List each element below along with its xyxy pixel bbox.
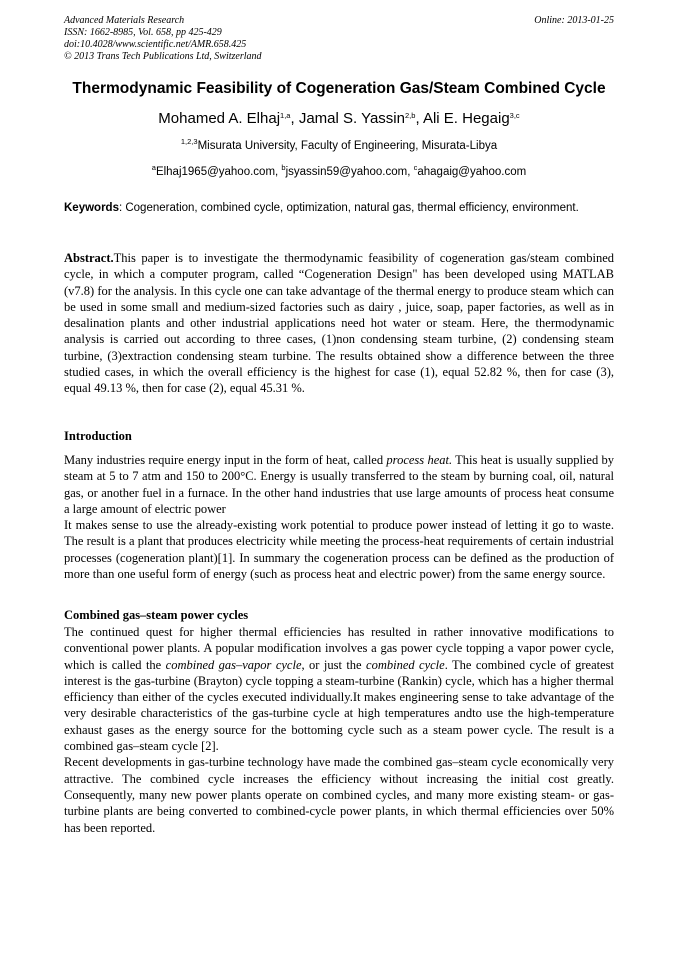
affiliation (64, 137, 614, 152)
email-link: ahagaig@yahoo.com (417, 166, 527, 178)
section-heading-introduction: Introduction (64, 429, 132, 443)
emphasis: process heat. (386, 453, 453, 467)
text-run: This heat is usually supplied by steam at 5 to 7 atm and 150 to 200°C. Energy is usually transferred to the steam by burning coal, oil, natural gas, or another fuel in a furnace. In the other hand industries that use large amounts of process heat consume a large amount of electric power (64, 453, 615, 516)
abstract-text: This paper is to investigate the thermodynamic feasibility of cogeneration gas/steam combined cycle, in which a computer program, called “Cogeneration Design" has been developed using MATLAB (v7.8) for the analysis. In this cycle one can take advantage of the thermal energy to produce steam which can be used in some small and medium-sized factories such as dairy , juice, soap, paper factories, as well as in desalination plants and other industrial applications need hot water or steam. Here, the thermodynamic analysis is carried out according to three cases, (1)non condensing steam turbine, (2) condensing steam turbine, (3)extraction condensing steam turbine. The results obtained show a difference between the three studied cases, in which the overall efficiency is the highest for case (1), equal 52.82 %, then for case (3), equal 49.13 %, then for case (2), equal 45.31 %. (64, 251, 614, 396)
text-run: . The combined cycle of greatest interest is the gas-turbine (Brayton) cycle topping a steam-turbine (Rankin) cycle, which has a higher thermal efficiency than either of the cycles executed individually.It makes engineering sense to take advantage of the very desirable characteristics of the gas-turbine cycle at high temperatures andto use the high-temperature exhaust gases as the energy source for the bottoming cycle such as a steam power cycle. The result is a combined gas–steam cycle [2]. (64, 657, 615, 754)
keywords-text: : Cogeneration, combined cycle, optimization, natural gas, thermal efficiency, environment. (118, 202, 579, 214)
text-run: , or just the (301, 657, 367, 672)
journal-name: Advanced Materials Research (64, 15, 185, 26)
author-sup: 2,b (405, 111, 416, 120)
affiliation-text: Misurata University, Faculty of Engineering, Misurata-Libya (197, 140, 498, 152)
author-emails (64, 163, 614, 178)
paragraph (64, 624, 614, 754)
author-separator: , (415, 110, 423, 127)
emphasis: combined cycle (366, 657, 445, 672)
email-link: Elhaj1965@yahoo.com, (155, 166, 282, 178)
author-separator: , (290, 110, 299, 127)
emphasis: combined gas–vapor cycle (165, 657, 302, 672)
author-name: Mohamed A. Elhaj (158, 110, 281, 127)
text-run: Many industries require energy input in the form of heat, called (64, 453, 387, 467)
introduction-body (64, 452, 614, 582)
paragraph: Recent developments in gas-turbine technology have made the combined gas–steam cycle economically very attractive. The combined cycle increases the efficiency without increasing the initial cost greatly. Consequently, many new power plants operate on combined cycles, and many more existing steam- or gas-turbine plants are being converted to combined-cycle power plants, in which thermal efficiencies over 50% has been reported. (64, 755, 614, 835)
paragraph: It makes sense to use the already-existing work potential to produce power instead of letting it go to waste. The result is a plant that produces electricity while meeting the process-heat requirements of certain industrial processes (cogeneration plant)[1]. In summary the cogeneration process can be defined as the production of more than one useful form of energy (such as process heat and electric power) from the same energy source. (64, 518, 614, 582)
abstract-label: Abstract. (64, 251, 114, 265)
email-sup: b (281, 163, 286, 172)
author-name: Jamal S. Yassin (298, 110, 405, 127)
author-sup: 1,a (280, 111, 291, 120)
keywords-label: Keywords (64, 202, 119, 214)
affiliation-sup: 1,2,3 (180, 137, 198, 146)
online-date: Online: 2013-01-25 (534, 15, 614, 26)
keywords (64, 201, 614, 216)
author-name: Ali E. Hegaig (422, 110, 510, 127)
doi-line: doi:10.4028/www.scientific.net/AMR.658.425 (64, 39, 247, 50)
email-sup: c (413, 163, 418, 172)
section-heading-combined-cycles: Combined gas–steam power cycles (64, 608, 249, 622)
abstract (64, 250, 614, 397)
email-sup: a (151, 163, 156, 172)
copyright-line: © 2013 Trans Tech Publications Ltd, Switzerland (64, 51, 262, 62)
author-sup: 3,c (509, 111, 520, 120)
journal-header (64, 15, 614, 63)
issn-line: ISSN: 1662-8985, Vol. 658, pp 425-429 (64, 27, 222, 38)
paper-title: Thermodynamic Feasibility of Cogeneration Gas/Steam Combined Cycle (72, 80, 606, 97)
email-link: jsyassin59@yahoo.com, (285, 166, 414, 178)
combined-cycles-body (64, 624, 614, 836)
author-list (64, 110, 614, 127)
paragraph (64, 452, 614, 517)
text-run: The continued quest for higher thermal efficiencies has resulted in rather innovative modifications to conventional power plants. A popular modification involves a gas power cycle topping a vapor power cycle, which is called the (64, 625, 614, 672)
